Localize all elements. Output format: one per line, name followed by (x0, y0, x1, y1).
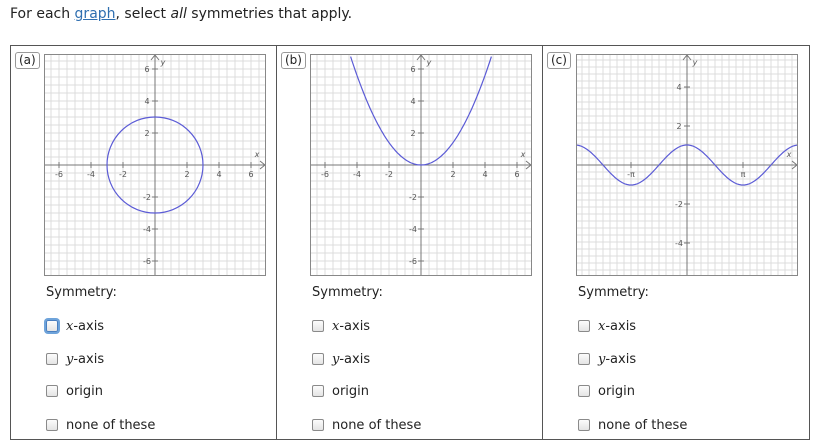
graph-b (310, 54, 532, 276)
checkbox[interactable] (578, 320, 590, 332)
y-tick-label: 6 (410, 65, 416, 74)
checkbox[interactable] (578, 419, 590, 431)
option-x-axis[interactable] (578, 318, 636, 334)
y-tick-label: -2 (143, 193, 151, 202)
option-origin[interactable] (46, 383, 103, 399)
y-tick-label: 4 (144, 97, 150, 106)
checkbox[interactable] (312, 385, 324, 397)
y-tick-label: -6 (143, 257, 151, 266)
graph-a-svg (45, 55, 265, 275)
y-tick-label: 4 (676, 83, 682, 92)
panel-a (11, 46, 277, 439)
question-table (10, 45, 810, 440)
panel-c (543, 46, 809, 439)
option-label: none of these (598, 417, 688, 433)
variable: x (66, 318, 74, 334)
checkbox[interactable] (578, 385, 590, 397)
variable: y (598, 351, 606, 367)
option-label: -axis (73, 318, 105, 334)
instructions-emphasis: all (170, 6, 187, 22)
instructions-lead: For each (10, 6, 75, 22)
option-none[interactable] (578, 417, 687, 433)
option-label: -axis (605, 318, 637, 334)
graph-c (576, 54, 798, 276)
x-tick-label: 6 (514, 170, 520, 179)
x-axis-label: x (254, 150, 260, 159)
x-tick-label: 2 (184, 170, 190, 179)
x-tick-label: -π (627, 170, 635, 179)
variable: x (598, 318, 606, 334)
x-tick-label: 4 (482, 170, 488, 179)
panel-label: (b) (281, 52, 306, 69)
variable: x (332, 318, 340, 334)
checkbox[interactable] (578, 353, 590, 365)
option-label: -axis (605, 351, 637, 367)
x-tick-label: -4 (353, 170, 361, 179)
symmetry-title: Symmetry: (312, 285, 383, 300)
option-x-axis[interactable] (312, 318, 370, 334)
panel-label: (a) (15, 52, 40, 69)
option-label: none of these (332, 417, 422, 433)
option-y-axis[interactable] (578, 351, 636, 367)
x-tick-label: -6 (321, 170, 329, 179)
y-tick-label: -4 (409, 225, 417, 234)
instructions-middle: , select (115, 6, 171, 22)
y-tick-label: 2 (676, 122, 682, 131)
x-tick-label: -2 (385, 170, 393, 179)
option-label: none of these (66, 417, 156, 433)
option-y-axis[interactable] (312, 351, 370, 367)
y-tick-label: -2 (409, 193, 417, 202)
x-tick-label: 6 (248, 170, 254, 179)
option-origin[interactable] (578, 383, 635, 399)
option-label: -axis (339, 318, 371, 334)
option-label: -axis (339, 351, 371, 367)
graph-a (44, 54, 266, 276)
option-label: -axis (73, 351, 105, 367)
y-tick-label: 4 (410, 97, 416, 106)
y-tick-label: -4 (143, 225, 151, 234)
x-axis-label: x (786, 150, 792, 159)
y-axis-label: y (160, 58, 166, 67)
graph-b-svg (311, 55, 531, 275)
checkbox[interactable] (46, 320, 58, 332)
y-tick-label: 6 (144, 65, 150, 74)
option-origin[interactable] (312, 383, 369, 399)
variable: y (66, 351, 74, 367)
option-none[interactable] (46, 417, 155, 433)
instructions (10, 6, 352, 22)
option-y-axis[interactable] (46, 351, 104, 367)
checkbox[interactable] (312, 353, 324, 365)
option-none[interactable] (312, 417, 421, 433)
panel-b (277, 46, 543, 439)
symmetry-title: Symmetry: (46, 285, 117, 300)
checkbox[interactable] (46, 353, 58, 365)
x-tick-label: 4 (216, 170, 222, 179)
x-tick-label: π (740, 170, 746, 179)
option-label: origin (332, 383, 370, 399)
instructions-tail: symmetries that apply. (186, 6, 353, 22)
checkbox[interactable] (312, 419, 324, 431)
checkbox[interactable] (46, 385, 58, 397)
y-tick-label: 2 (410, 129, 416, 138)
graph-link[interactable]: graph (74, 6, 116, 22)
x-tick-label: -6 (55, 170, 63, 179)
symmetry-title: Symmetry: (578, 285, 649, 300)
x-tick-label: 2 (450, 170, 456, 179)
y-tick-label: -2 (675, 200, 683, 209)
y-tick-label: -4 (675, 239, 683, 248)
option-label: origin (598, 383, 636, 399)
option-x-axis[interactable] (46, 318, 104, 334)
variable: y (332, 351, 340, 367)
y-axis-label: y (692, 58, 698, 67)
y-axis-label: y (426, 58, 432, 67)
y-tick-label: -6 (409, 257, 417, 266)
x-axis-label: x (520, 150, 526, 159)
x-tick-label: -4 (87, 170, 95, 179)
graph-c-svg (577, 55, 797, 275)
checkbox[interactable] (46, 419, 58, 431)
option-label: origin (66, 383, 104, 399)
panel-label: (c) (547, 52, 571, 69)
x-tick-label: -2 (119, 170, 127, 179)
checkbox[interactable] (312, 320, 324, 332)
y-tick-label: 2 (144, 129, 150, 138)
